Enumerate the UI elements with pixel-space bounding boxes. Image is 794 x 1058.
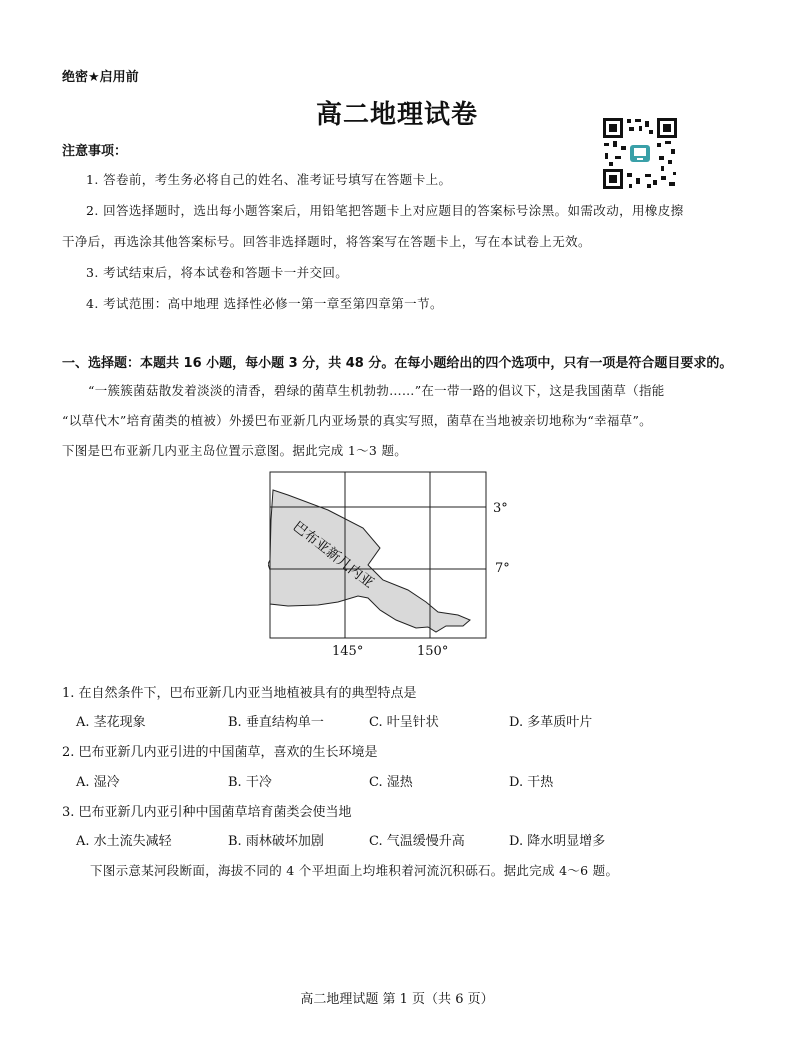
map-lon-150: 150° xyxy=(417,644,449,659)
question-2-stem: 2. 巴布亚新几内亚引进的中国菌草，喜欢的生长环境是 xyxy=(62,745,378,760)
papua-new-guinea-map xyxy=(268,470,528,670)
q2-option-b[interactable]: B. 干冷 xyxy=(228,775,272,790)
map-lat-3: 3° xyxy=(493,501,508,516)
notice-item-3: 3. 考试结束后，将本试卷和答题卡一并交回。 xyxy=(86,265,349,280)
q3-option-a[interactable]: A. 水土流失减轻 xyxy=(76,834,172,849)
map-landmass xyxy=(268,490,470,632)
qr-code-icon xyxy=(601,116,679,191)
exam-title: 高二地理试卷 xyxy=(315,100,478,130)
map-lon-145: 145° xyxy=(332,644,364,659)
q3-option-d[interactable]: D. 降水明显增多 xyxy=(509,834,606,849)
q1-option-b[interactable]: B. 垂直结构单一 xyxy=(228,715,324,730)
notice-item-2: 2. 回答选择题时，选出每小题答案后，用铅笔把答题卡上对应题目的答案标号涂黑。如需改动，用橡皮擦 xyxy=(86,203,684,218)
page-footer: 高二地理试题 第 1 页（共 6 页） xyxy=(300,992,494,1007)
intro-paragraph-line-2: “以草代木”培育菌类的植被）外援巴布亚新几内亚场景的真实写照，菌草在当地被亲切地称为“幸福草”。 xyxy=(62,413,652,428)
map-country-label: 巴布亚新几内亚 xyxy=(289,518,377,592)
q1-option-a[interactable]: A. 茎花现象 xyxy=(76,715,146,730)
notice-item-4: 4. 考试范围：高中地理 选择性必修一第一章至第四章第一节。 xyxy=(86,296,443,311)
q1-option-d[interactable]: D. 多革质叶片 xyxy=(509,715,593,730)
notice-heading: 注意事项： xyxy=(62,144,128,159)
next-question-intro: 下图示意某河段断面，海拔不同的 4 个平坦面上均堆积着河流沉积砾石。据此完成 4～6 题。 xyxy=(90,863,619,878)
intro-paragraph-line-3: 下图是巴布亚新几内亚主岛位置示意图。据此完成 1～3 题。 xyxy=(62,443,408,458)
q2-option-c[interactable]: C. 湿热 xyxy=(369,775,413,790)
question-1-stem: 1. 在自然条件下，巴布亚新几内亚当地植被具有的典型特点是 xyxy=(62,686,417,701)
confidential-label: 绝密★启用前 xyxy=(62,70,139,85)
q3-option-c[interactable]: C. 气温缓慢升高 xyxy=(369,834,465,849)
notice-item-2-cont: 干净后，再选涂其他答案标号。回答非选择题时，将答案写在答题卡上，写在本试卷上无效。 xyxy=(62,234,591,249)
notice-item-1: 1. 答卷前，考生务必将自己的姓名、准考证号填写在答题卡上。 xyxy=(86,172,452,187)
map-lat-7: 7° xyxy=(495,561,510,576)
intro-paragraph: “一簇簇菌菇散发着淡淡的清香，碧绿的菌草生机勃勃……”在一带一路的倡议下，这是我国菌草（指能 xyxy=(88,383,665,398)
q3-option-b[interactable]: B. 雨林破坏加剧 xyxy=(228,834,324,849)
question-3-stem: 3. 巴布亚新几内亚引种中国菌草培育菌类会使当地 xyxy=(62,805,352,820)
q2-option-d[interactable]: D. 干热 xyxy=(509,775,554,790)
section-heading: 一、选择题：本题共 16 小题，每小题 3 分，共 48 分。在每小题给出的四个选项中，只有一项是符合题目要求的。 xyxy=(62,356,733,371)
q2-option-a[interactable]: A. 湿冷 xyxy=(76,775,120,790)
q1-option-c[interactable]: C. 叶呈针状 xyxy=(369,715,439,730)
